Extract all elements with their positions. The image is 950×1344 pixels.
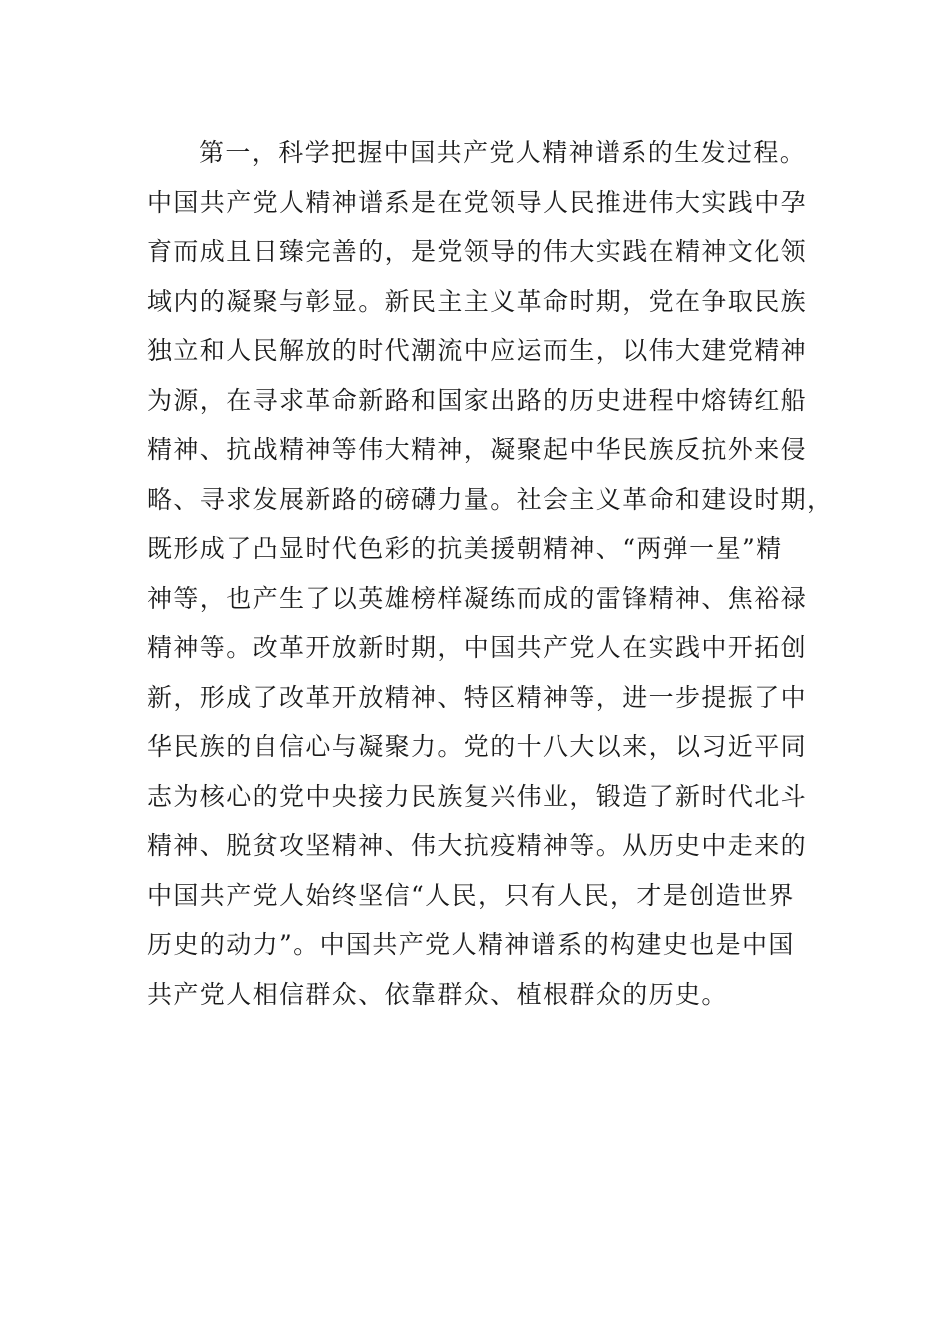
paragraph-line-16: 中国共产党人始终坚信“人民，只有人民，才是创造世界 — [147, 880, 795, 910]
paragraph-line-5: 独立和人民解放的时代潮流中应运而生，以伟大建党精神 — [147, 336, 808, 365]
paragraph-line-18: 共产党人相信群众、依靠群众、植根群众的历史。 — [147, 979, 728, 1009]
paragraph-line-9: 既形成了凸显时代色彩的抗美援朝精神、“两弹一星”精 — [147, 534, 783, 563]
paragraph-line-17: 历史的动力”。中国共产党人精神谱系的构建史也是中国 — [147, 930, 795, 959]
paragraph-line-14: 志为核心的党中央接力民族复兴伟业，锻造了新时代北斗 — [147, 781, 808, 811]
paragraph-line-6: 为源，在寻求革命新路和国家出路的历史进程中熔铸红船 — [147, 385, 808, 415]
paragraph-line-10: 神等，也产生了以英雄榜样凝练而成的雷锋精神、焦裕禄 — [147, 583, 808, 613]
paragraph-line-15: 精神、脱贫攻坚精神、伟大抗疫精神等。从历史中走来的 — [147, 831, 808, 860]
paragraph — [147, 128, 833, 1019]
paragraph-line-3: 育而成且日臻完善的，是党领导的伟大实践在精神文化领 — [147, 237, 808, 266]
paragraph-line-1: 第一，科学把握中国共产党人精神谱系的生发过程。 — [199, 138, 807, 167]
paragraph-line-8: 略、寻求发展新路的磅礴力量。社会主义革命和建设时期， — [147, 484, 834, 514]
paragraph-line-13: 华民族的自信心与凝聚力。党的十八大以来，以习近平同 — [147, 732, 808, 761]
paragraph-line-7: 精神、抗战精神等伟大精神，凝聚起中华民族反抗外来侵 — [147, 435, 808, 464]
paragraph-line-11: 精神等。改革开放新时期，中国共产党人在实践中开拓创 — [147, 633, 808, 662]
paragraph-line-4: 域内的凝聚与彰显。新民主主义革命时期，党在争取民族 — [147, 286, 808, 316]
paragraph-line-2: 中国共产党人精神谱系是在党领导人民推进伟大实践中孕 — [147, 187, 808, 217]
paragraph-line-12: 新，形成了改革开放精神、特区精神等，进一步提振了中 — [147, 682, 808, 712]
